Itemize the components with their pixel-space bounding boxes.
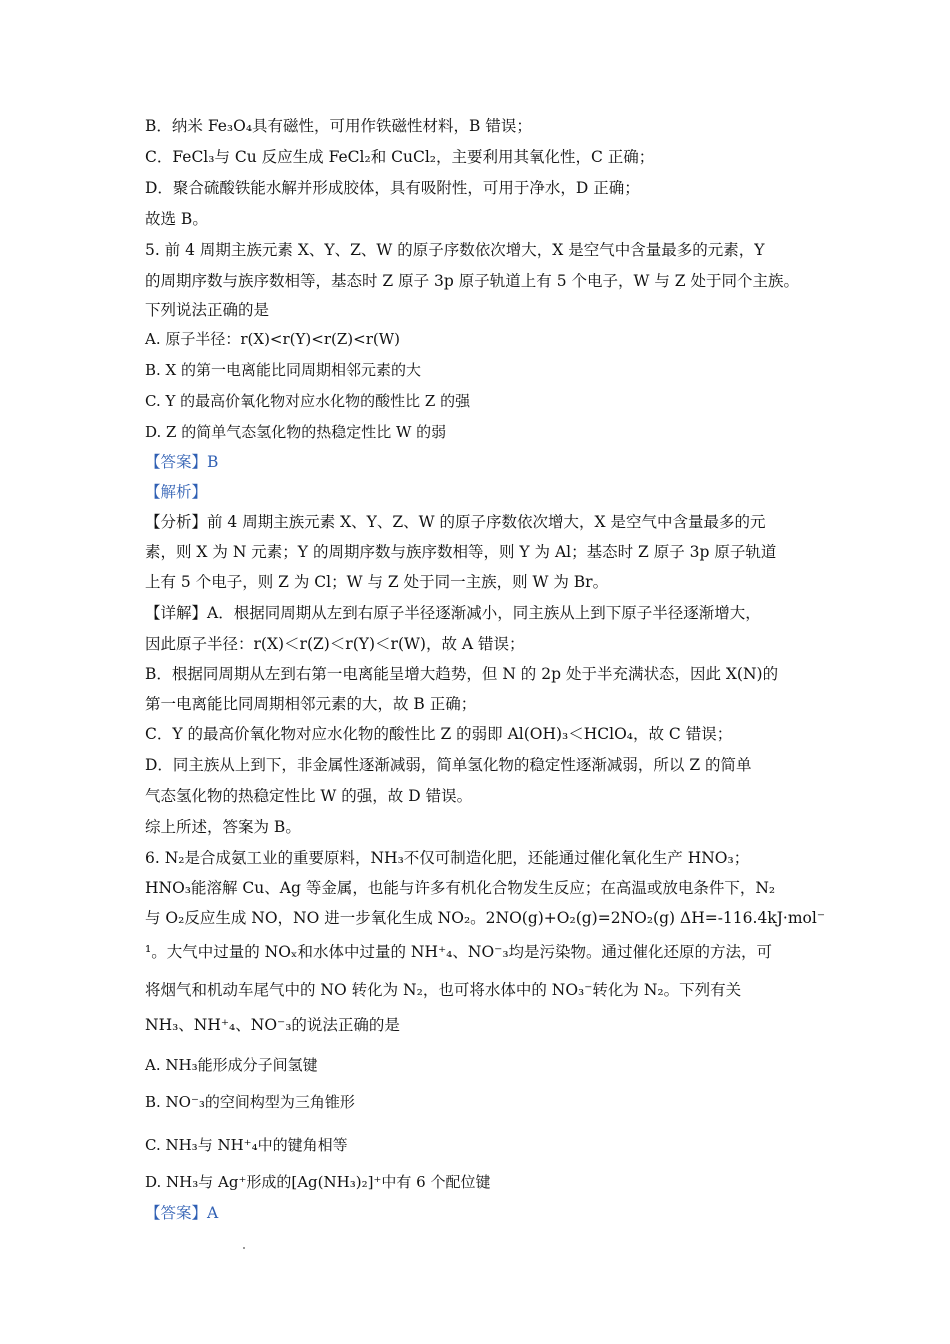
- question-5-answer: 【答案】B: [145, 453, 219, 471]
- question-6-option-b: B. NO⁻₃的空间构型为三角锥形: [145, 1093, 355, 1111]
- question-6-stem-line-2: HNO₃能溶解 Cu、Ag 等金属，也能与许多有机化合物发生反应；在高温或放电条件下，N₂: [145, 879, 776, 897]
- question-5-stem-line-1: 5. 前 4 周期主族元素 X、Y、Z、W 的原子序数依次增大，X 是空气中含量最多的元素，Y: [145, 241, 765, 259]
- question-5-option-a: A. 原子半径：r(X)<r(Y)<r(Z)<r(W): [145, 330, 400, 348]
- question-5-detail-line-4: 第一电离能比同周期相邻元素的大，故 B 正确；: [145, 695, 477, 713]
- solution-option-c-line: C．FeCl₃与 Cu 反应生成 FeCl₂和 CuCl₂，主要利用其氧化性，C 正确；: [145, 148, 655, 166]
- question-6-option-a: A. NH₃能形成分子间氢键: [145, 1056, 318, 1074]
- question-6-stem-line-5: 将烟气和机动车尾气中的 NO 转化为 N₂，也可将水体中的 NO₃⁻转化为 N₂。下列有关: [145, 981, 742, 999]
- question-5-option-b: B. X 的第一电离能比同周期相邻元素的大: [145, 361, 422, 379]
- question-5-analysis-heading: 【解析】: [145, 483, 208, 501]
- question-5-detail-line-5: C．Y 的最高价氧化物对应水化物的酸性比 Z 的弱即 Al(OH)₃＜HClO₄，故 C 错误；: [145, 725, 733, 743]
- question-5-analysis-line-1: 【分析】前 4 周期主族元素 X、Y、Z、W 的原子序数依次增大，X 是空气中含量最多的元: [145, 513, 766, 531]
- question-6-stem-line-1: 6. N₂是合成氨工业的重要原料，NH₃不仅可制造化肥，还能通过催化氧化生产 HNO₃；: [145, 849, 750, 867]
- solution-option-d-line: D．聚合硫酸铁能水解并形成胶体，具有吸附性，可用于净水，D 正确；: [145, 179, 640, 197]
- question-6-stem-line-4: ¹。大气中过量的 NOₓ和水体中过量的 NH⁺₄、NO⁻₃均是污染物。通过催化还原的方法，可: [145, 943, 773, 961]
- question-6-stem-line-6: NH₃、NH⁺₄、NO⁻₃的说法正确的是: [145, 1016, 400, 1034]
- question-5-detail-line-3: B．根据同周期从左到右第一电离能呈增大趋势，但 N 的 2p 处于半充满状态，因此 X(N)的: [145, 665, 779, 683]
- conclusion-line: 故选 B。: [145, 210, 208, 228]
- question-5-stem-line-3: 下列说法正确的是: [145, 301, 270, 319]
- question-5-detail-line-1: 【详解】A．根据同周期从左到右原子半径逐渐减小，同主族从上到下原子半径逐渐增大，: [145, 604, 761, 622]
- question-5-summary: 综上所述，答案为 B。: [145, 818, 301, 836]
- question-6-option-d: D. NH₃与 Ag⁺形成的[Ag(NH₃)₂]⁺中有 6 个配位键: [145, 1173, 491, 1191]
- question-5-detail-line-6: D．同主族从上到下，非金属性逐渐减弱，简单氢化物的稳定性逐渐减弱，所以 Z 的简单: [145, 756, 752, 774]
- question-5-detail-line-2: 因此原子半径：r(X)＜r(Z)＜r(Y)＜r(W)，故 A 错误；: [145, 635, 525, 653]
- question-6-option-c: C. NH₃与 NH⁺₄中的键角相等: [145, 1136, 348, 1154]
- page-speck: [243, 1247, 245, 1249]
- question-6-answer: 【答案】A: [145, 1204, 219, 1222]
- question-5-detail-line-7: 气态氢化物的热稳定性比 W 的强，故 D 错误。: [145, 787, 473, 805]
- question-5-option-c: C. Y 的最高价氧化物对应水化物的酸性比 Z 的强: [145, 392, 471, 410]
- question-5-stem-line-2: 的周期序数与族序数相等，基态时 Z 原子 3p 原子轨道上有 5 个电子，W 与 Z 处于同个主族。: [145, 272, 799, 290]
- question-5-analysis-line-3: 上有 5 个电子，则 Z 为 Cl；W 与 Z 处于同一主族，则 W 为 Br。: [145, 573, 609, 591]
- solution-option-b-line: B．纳米 Fe₃O₄具有磁性，可用作铁磁性材料，B 错误；: [145, 117, 532, 135]
- question-5-analysis-line-2: 素，则 X 为 N 元素；Y 的周期序数与族序数相等，则 Y 为 Al；基态时 Z 原子 3p 原子轨道: [145, 543, 777, 561]
- question-6-stem-line-3: 与 O₂反应生成 NO，NO 进一步氧化生成 NO₂。2NO(g)+O₂(g)=2NO₂(g) ΔH=-116.4kJ·mol⁻: [145, 909, 826, 927]
- question-5-option-d: D. Z 的简单气态氢化物的热稳定性比 W 的弱: [145, 423, 447, 441]
